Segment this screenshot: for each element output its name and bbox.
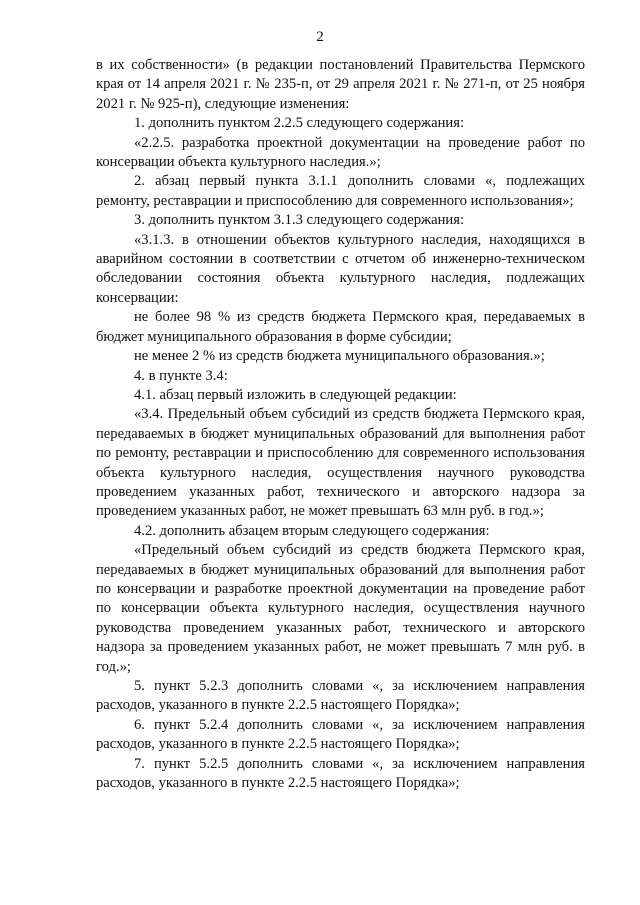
paragraph-quote-2-2-5: «2.2.5. разработка проектной документации на проведение работ по консервации объекта культурного наследия.»; [96,134,585,171]
paragraph-quote-limit: «Предельный объем субсидий из средств бюджета Пермского края, передаваемых в бюджет муниципальных образований для выполнения работ по консервации и разработке проектной документации на проведение работ по консервации объекта культурного наследия, осуществления научного руководства проведением указанных работ, технического и авторского надзора за проведением указанных работ, не может превышать 7 млн руб. в год.»; [96,542,585,675]
document-body [96,56,585,793]
paragraph-item-5: 5. пункт 5.2.3 дополнить словами «, за исключением направления расходов, указанного в пункте 2.2.5 настоящего Порядка»; [96,678,585,714]
paragraph-quote-3-4: «3.4. Предельный объем субсидий из средств бюджета Пермского края, передаваемых в бюджет муниципальных образований для выполнения работ по ремонту, реставрации и приспособлению для современного использования объекта культурного наследия, осуществления научного руководства проведением указанных работ, технического и авторского надзора за проведением указанных работ, не может превышать 63 млн руб. в год.»; [96,406,585,520]
paragraph-item-4-1: 4.1. абзац первый изложить в следующей редакции: [134,386,457,403]
paragraph-item-2: 2. абзац первый пункта 3.1.1 дополнить словами «, подлежащих ремонту, реставрации и приспособлению для современного использования»; [96,173,585,209]
paragraph-continuation: в их собственности» (в редакции постановлений Правительства Пермского края от 14 апреля 2021 г. № 235-п, от 29 апреля 2021 г. № 271-п, от 25 ноября 2021 г. № 925-п), следующие изменения: [96,57,585,112]
page-number: 2 [316,29,324,45]
paragraph-item-3: 3. дополнить пунктом 3.1.3 следующего содержания: [134,212,465,229]
paragraph-item-1: 1. дополнить пунктом 2.2.5 следующего содержания: [134,115,465,132]
paragraph-98-percent: не более 98 % из средств бюджета Пермского края, передаваемых в бюджет муниципального образования в форме субсидии; [96,309,585,345]
paragraph-item-6: 6. пункт 5.2.4 дополнить словами «, за исключением направления расходов, указанного в пункте 2.2.5 настоящего Порядка»; [96,716,585,753]
paragraph-quote-3-1-3: «3.1.3. в отношении объектов культурного наследия, находящихся в аварийном состоянии в соответствии с отчетом об инженерно-техническом обследовании состояния объекта культурного наследия, подлежащих консервации: [96,231,585,306]
paragraph-item-7: 7. пункт 5.2.5 дополнить словами «, за исключением направления расходов, указанного в пункте 2.2.5 настоящего Порядка»; [96,755,585,792]
paragraph-2-percent: не менее 2 % из средств бюджета муниципального образования.»; [134,348,545,365]
paragraph-item-4: 4. в пункте 3.4: [134,367,228,384]
paragraph-item-4-2: 4.2. дополнить абзацем вторым следующего содержания: [134,522,490,539]
